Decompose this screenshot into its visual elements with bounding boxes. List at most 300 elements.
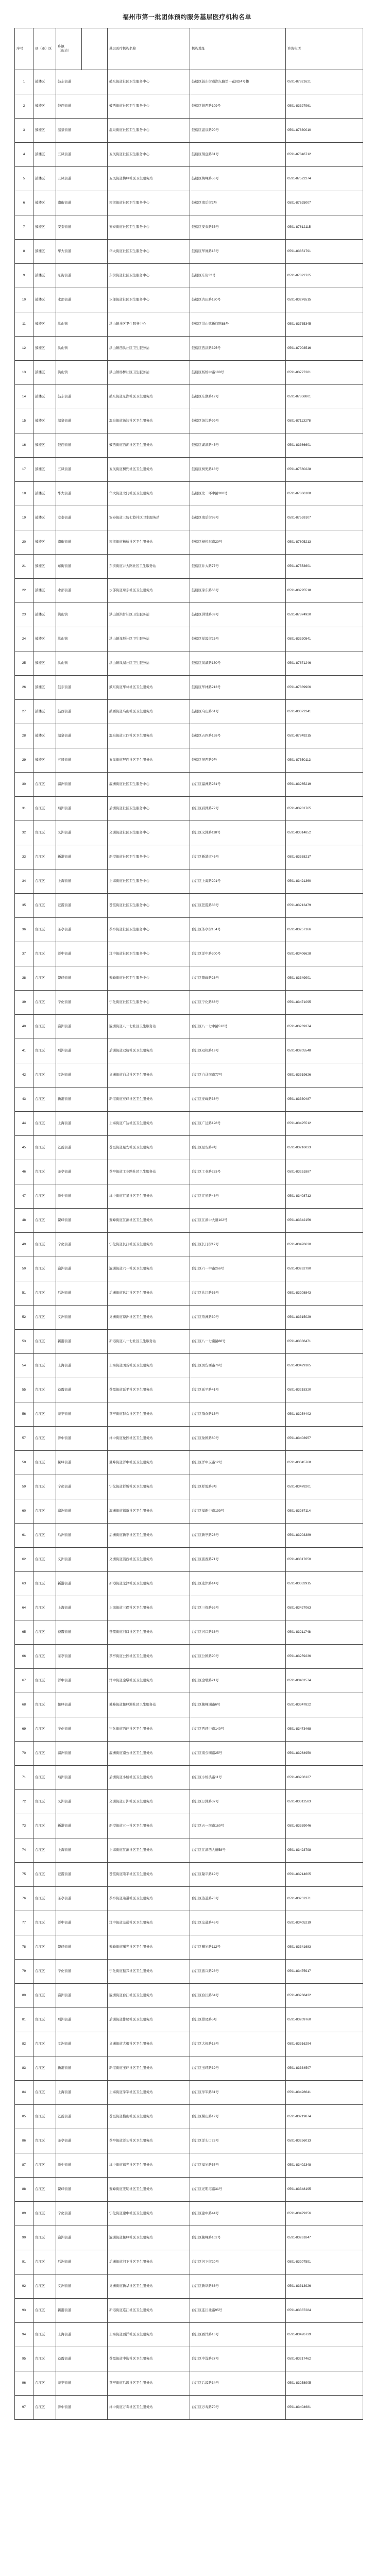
row-index: 19 <box>15 506 33 530</box>
address-cell: 台江区建中路44号 <box>190 2202 286 2226</box>
row-index: 48 <box>15 1209 33 1233</box>
facility-name-cell: 义洲街道新华社区卫生服务站 <box>108 2274 190 2299</box>
phone-cell: 0591-83429185 <box>286 1354 363 1378</box>
row-index: 64 <box>15 1596 33 1620</box>
phone-cell: 0591-87866108 <box>286 482 363 506</box>
facility-name-cell: 茶亭街道工业路社区卫生服务站 <box>108 1160 190 1184</box>
district-cell: 台江区 <box>33 1063 56 1088</box>
street-cell: 新港街道 <box>56 845 108 869</box>
address-cell: 鼓楼区北二环中路200号 <box>190 482 286 506</box>
table-row <box>15 1112 363 1136</box>
table-row <box>15 1136 363 1160</box>
phone-cell: 0591-83421360 <box>286 869 363 894</box>
facility-name-cell: 温泉街道五四社区卫生服务站 <box>108 724 190 748</box>
facility-name-cell: 鼓东街道社区卫生服务中心 <box>108 70 190 94</box>
phone-cell: 0591-83401574 <box>286 1669 363 1693</box>
row-index: 21 <box>15 555 33 579</box>
street-cell: 新港街道 <box>56 1088 108 1112</box>
street-cell: 鼓东街道 <box>56 70 108 94</box>
district-cell: 鼓楼区 <box>33 94 56 119</box>
table-row <box>15 748 363 773</box>
table-row <box>15 1063 363 1088</box>
facility-name-cell: 宁化街道祥坂社区卫生服务站 <box>108 1475 190 1499</box>
row-index: 16 <box>15 433 33 458</box>
facility-name-cell: 后洲街道达江社区卫生服务站 <box>108 1281 190 1306</box>
phone-cell: 0591-83349901 <box>286 966 363 991</box>
table-row <box>15 1620 363 1645</box>
district-cell: 台江区 <box>33 1645 56 1669</box>
address-cell: 鼓楼区祥坂街25号 <box>190 627 286 651</box>
address-cell: 台江区达江路55号 <box>190 1281 286 1306</box>
address-cell: 鼓楼区西洪路325号 <box>190 337 286 361</box>
district-cell: 台江区 <box>33 1814 56 1838</box>
table-row <box>15 773 363 797</box>
district-cell: 台江区 <box>33 1693 56 1717</box>
table-row <box>15 2347 363 2371</box>
row-index: 73 <box>15 1814 33 1838</box>
row-index: 62 <box>15 1548 33 1572</box>
row-index: 45 <box>15 1136 33 1160</box>
street-cell: 新港街道 <box>56 1814 108 1838</box>
phone-cell: 0591-83257166 <box>286 918 363 942</box>
phone-cell: 0591-87113278 <box>286 409 363 433</box>
phone-cell: 0591-87830010 <box>286 119 363 143</box>
phone-cell: 0591-83251887 <box>286 1160 363 1184</box>
column-header: 序号 <box>15 28 33 70</box>
phone-cell: 0591-83268432 <box>286 1984 363 2008</box>
row-index: 91 <box>15 2250 33 2274</box>
phone-cell: 0591-83213479 <box>286 894 363 918</box>
row-index: 2 <box>15 94 33 119</box>
phone-cell: 0591-83217462 <box>286 2347 363 2371</box>
phone-cell: 0591-83295518 <box>286 579 363 603</box>
row-index: 74 <box>15 1838 33 1863</box>
address-cell: 台江区学军路81号 <box>190 2081 286 2105</box>
address-cell: 台江区洋中路300号 <box>190 942 286 966</box>
street-cell: 洋中街道 <box>56 1669 108 1693</box>
phone-cell: 0591-87846712 <box>286 143 363 167</box>
facility-name-cell: 新港街道八一七社区卫生服务站 <box>108 1330 190 1354</box>
table-row <box>15 191 363 215</box>
row-index: 81 <box>15 2008 33 2032</box>
table-row <box>15 2105 363 2129</box>
address-cell: 台江区横山路12号 <box>190 2105 286 2129</box>
address-cell: 台江区浦西路71号 <box>190 1548 286 1572</box>
table-row <box>15 1281 363 1306</box>
district-cell: 台江区 <box>33 1184 56 1209</box>
address-cell: 台江区帮洲路30号 <box>190 1306 286 1330</box>
facility-name-cell: 洪山镇西洪社区卫生服务站 <box>108 337 190 361</box>
street-cell: 瀛洲街道 <box>56 1499 108 1524</box>
table-row <box>15 1693 363 1717</box>
row-index: 71 <box>15 1766 33 1790</box>
district-cell: 鼓楼区 <box>33 167 56 191</box>
table-row <box>15 1935 363 1960</box>
phone-cell: 0591-87559107 <box>286 506 363 530</box>
address-cell: 鼓楼区东街32号 <box>190 264 286 288</box>
street-cell: 宁化街道 <box>56 2202 108 2226</box>
row-index: 58 <box>15 1451 33 1475</box>
phone-cell: 0591-83218320 <box>286 1378 363 1402</box>
district-cell: 台江区 <box>33 1354 56 1378</box>
phone-cell: 0591-83252371 <box>286 1887 363 1911</box>
table-row <box>15 1814 363 1838</box>
district-cell: 鼓楼区 <box>33 240 56 264</box>
row-index: 65 <box>15 1620 33 1645</box>
facility-name-cell: 义洲街道帮洲社区卫生服务站 <box>108 1306 190 1330</box>
address-cell: 台江区新港道45号 <box>190 845 286 869</box>
row-index: 12 <box>15 337 33 361</box>
phone-cell: 0591-83475917 <box>286 1960 363 1984</box>
table-row <box>15 288 363 312</box>
table-row <box>15 966 363 991</box>
phone-cell: 0591-83405219 <box>286 1911 363 1935</box>
address-cell: 台江区新华路63号 <box>190 2274 286 2299</box>
facility-name-cell: 宁化街道西环社区卫生服务站 <box>108 1717 190 1742</box>
district-cell: 鼓楼区 <box>33 579 56 603</box>
column-header: 乡镇 （街道） <box>56 28 82 70</box>
phone-cell: 0591-83404681 <box>286 2396 363 2420</box>
row-index: 94 <box>15 2323 33 2347</box>
facility-name-cell: 新港街道玉环社区卫生服务站 <box>108 2056 190 2081</box>
address-cell: 台江区八一七南路88号 <box>190 1330 286 1354</box>
street-cell: 苍霞街道 <box>56 1620 108 1645</box>
row-index: 61 <box>15 1524 33 1548</box>
street-cell: 鳌峰街道 <box>56 1451 108 1475</box>
facility-name-cell: 东街街道井大路社区卫生服务站 <box>108 555 190 579</box>
row-index: 68 <box>15 1693 33 1717</box>
row-index: 7 <box>15 215 33 240</box>
row-index: 66 <box>15 1645 33 1669</box>
row-index: 22 <box>15 579 33 603</box>
street-cell: 新港街道 <box>56 2299 108 2323</box>
district-cell: 台江区 <box>33 942 56 966</box>
table-row <box>15 458 363 482</box>
row-index: 96 <box>15 2371 33 2396</box>
facility-name-cell: 茶亭街道群众社区卫生服务站 <box>108 1402 190 1427</box>
table-row <box>15 1184 363 1209</box>
district-cell: 台江区 <box>33 1960 56 1984</box>
address-cell: 台江区排尾路5号 <box>190 2008 286 2032</box>
street-cell: 上海街道 <box>56 869 108 894</box>
address-cell: 台江区鳌峰路23号 <box>190 966 286 991</box>
page-title: 福州市第一批团体预约服务基层医疗机构名单 <box>122 13 251 21</box>
row-index: 86 <box>15 2129 33 2153</box>
row-index: 17 <box>15 458 33 482</box>
street-cell: 瀛洲街道 <box>56 1257 108 1281</box>
district-cell: 台江区 <box>33 894 56 918</box>
facility-name-cell: 后洲街道河下社区卫生服务站 <box>108 2250 190 2274</box>
table-row <box>15 1354 363 1378</box>
address-cell: 台江区双杭路19号 <box>190 1039 286 1063</box>
district-cell: 台江区 <box>33 2178 56 2202</box>
facility-name-cell: 鼓西街道社区卫生服务中心 <box>108 94 190 119</box>
row-index: 23 <box>15 603 33 627</box>
street-cell: 义洲街道 <box>56 2274 108 2299</box>
address-cell: 台江区八一七中路512号 <box>190 1015 286 1039</box>
table-row <box>15 845 363 869</box>
table-row <box>15 2396 363 2420</box>
street-cell: 宁化街道 <box>56 1960 108 1984</box>
phone-cell: 0591-83206127 <box>286 1766 363 1790</box>
phone-cell: 0591-83342156 <box>286 1209 363 1233</box>
row-index: 38 <box>15 966 33 991</box>
table-row <box>15 894 363 918</box>
district-cell: 鼓楼区 <box>33 700 56 724</box>
facility-name-cell: 宁化街道振兴社区卫生服务站 <box>108 1960 190 1984</box>
district-cell: 鼓楼区 <box>33 409 56 433</box>
facility-name-cell: 上海街道江滨社区卫生服务站 <box>108 1838 190 1863</box>
address-cell: 台江区茶亭街154号 <box>190 918 286 942</box>
facility-name-cell: 苍霞街道横山社区卫生服务站 <box>108 2105 190 2129</box>
phone-cell: 0591-83427063 <box>286 1596 363 1620</box>
facility-name-cell: 苍霞街道河口社区卫生服务站 <box>108 1620 190 1645</box>
table-row <box>15 797 363 821</box>
table-row <box>15 337 363 361</box>
table-row <box>15 215 363 240</box>
street-cell: 东街街道 <box>56 555 108 579</box>
facility-name-cell: 上海街道西洋社区卫生服务站 <box>108 2323 190 2347</box>
facility-name-cell: 上海街道学军社区卫生服务站 <box>108 2081 190 2105</box>
row-index: 92 <box>15 2274 33 2299</box>
phone-cell: 0591-83403957 <box>286 1427 363 1451</box>
address-cell: 台江区祥坂路8号 <box>190 1475 286 1499</box>
phone-cell: 0591-83339046 <box>286 1814 363 1838</box>
facility-name-cell: 洋中街道交通社区卫生服务站 <box>108 1911 190 1935</box>
facility-name-cell: 水部街道琼东社区卫生服务站 <box>108 579 190 603</box>
district-cell: 台江区 <box>33 1257 56 1281</box>
phone-cell: 0591-83264950 <box>286 1742 363 1766</box>
street-cell: 茶亭街道 <box>56 2129 108 2153</box>
address-cell: 台江区达道路73号 <box>190 1887 286 1911</box>
street-cell: 洋中街道 <box>56 1427 108 1451</box>
row-index: 10 <box>15 288 33 312</box>
table-row <box>15 1499 363 1524</box>
phone-cell: 0591-83315029 <box>286 1306 363 1330</box>
facility-name-cell: 洪山镇杨桥社区卫生服务站 <box>108 361 190 385</box>
address-cell: 鼓楼区五四路158号 <box>190 724 286 748</box>
address-cell: 台江区三保路52号 <box>190 1596 286 1620</box>
street-cell: 五凤街道 <box>56 748 108 773</box>
facility-name-cell: 鼓西街道乌山社区卫生服务站 <box>108 700 190 724</box>
street-cell: 新港街道 <box>56 1330 108 1354</box>
table-row <box>15 1863 363 1887</box>
row-index: 52 <box>15 1306 33 1330</box>
district-cell: 台江区 <box>33 1911 56 1935</box>
facility-name-cell: 苍霞街道延平社区卫生服务站 <box>108 1378 190 1402</box>
district-cell: 台江区 <box>33 1499 56 1524</box>
district-cell: 台江区 <box>33 1838 56 1863</box>
phone-cell: 0591-83479356 <box>286 2202 363 2226</box>
table-row <box>15 1451 363 1475</box>
facility-name-cell: 新港街道龙津社区卫生服务站 <box>108 1572 190 1596</box>
district-cell: 台江区 <box>33 2274 56 2299</box>
address-cell: 鼓楼区铜盘路81号 <box>190 143 286 167</box>
table-row <box>15 2226 363 2250</box>
facility-name-cell: 苍霞街道星安社区卫生服务站 <box>108 1136 190 1160</box>
street-cell: 苍霞街道 <box>56 1863 108 1887</box>
row-index: 15 <box>15 409 33 433</box>
facility-name-cell: 义洲街道大根社区卫生服务站 <box>108 2032 190 2056</box>
district-cell: 台江区 <box>33 1402 56 1427</box>
row-index: 13 <box>15 361 33 385</box>
street-cell: 苍霞街道 <box>56 1378 108 1402</box>
address-cell: 台江区上海路201号 <box>190 869 286 894</box>
street-cell: 洪山镇 <box>56 312 108 337</box>
address-cell: 台江区红星路48号 <box>190 1184 286 1209</box>
street-cell: 鳌峰街道 <box>56 1209 108 1233</box>
address-cell: 台江区台江路64号 <box>190 1984 286 2008</box>
row-index: 37 <box>15 942 33 966</box>
address-cell: 台江区星安路9号 <box>190 1136 286 1160</box>
address-cell: 台江区南公园路25号 <box>190 1742 286 1766</box>
address-cell: 鼓楼区洪甘路39号 <box>190 603 286 627</box>
street-cell: 鼓东街道 <box>56 385 108 409</box>
address-cell: 鼓楼区南后街2号 <box>190 191 286 215</box>
address-cell: 台江区万寿路70号 <box>190 2396 286 2420</box>
row-index: 4 <box>15 143 33 167</box>
table-row <box>15 1742 363 1766</box>
phone-cell: 0591-87821621 <box>286 70 363 94</box>
row-index: 29 <box>15 748 33 773</box>
address-cell: 台江区五一南路160号 <box>190 1814 286 1838</box>
district-cell: 台江区 <box>33 2396 56 2420</box>
phone-cell: 0591-87858801 <box>286 385 363 409</box>
phone-cell: 0591-83317650 <box>286 1548 363 1572</box>
facility-name-cell: 五凤街道梅峰社区卫生服务站 <box>108 167 190 191</box>
address-cell: 台江区群众路15号 <box>190 1402 286 1427</box>
row-index: 36 <box>15 918 33 942</box>
address-cell: 台江区隆平路19号 <box>190 1863 286 1887</box>
facility-name-cell: 东街街道社区卫生服务中心 <box>108 264 190 288</box>
table-row <box>15 2081 363 2105</box>
phone-cell: 0591-83338217 <box>286 845 363 869</box>
facility-name-cell: 后洲街道双杭社区卫生服务站 <box>108 1039 190 1063</box>
phone-cell: 0591-87553601 <box>286 555 363 579</box>
address-cell: 台江区广达路128号 <box>190 1112 286 1136</box>
district-cell: 台江区 <box>33 2299 56 2323</box>
row-index: 32 <box>15 821 33 845</box>
row-index: 34 <box>15 869 33 894</box>
phone-cell: 0591-83336471 <box>286 1330 363 1354</box>
table-row <box>15 409 363 433</box>
phone-cell: 0591-87839906 <box>286 676 363 700</box>
table-row <box>15 1233 363 1257</box>
phone-cell: 0591-83316294 <box>286 2032 363 2056</box>
table-row <box>15 2008 363 2032</box>
address-cell: 台江区公园路90号 <box>190 1645 286 1669</box>
street-cell: 洋中街道 <box>56 2153 108 2178</box>
table-row <box>15 1015 363 1039</box>
street-cell: 洪山镇 <box>56 627 108 651</box>
facility-name-cell: 水部街道社区卫生服务中心 <box>108 288 190 312</box>
street-cell: 鳌峰街道 <box>56 1693 108 1717</box>
facility-name-cell: 茶亭街道达道社区卫生服务站 <box>108 1887 190 1911</box>
row-index: 79 <box>15 1960 33 1984</box>
table-row <box>15 724 363 748</box>
facility-name-cell: 上海街道三保社区卫生服务站 <box>108 1596 190 1620</box>
phone-cell: 0591-83265219 <box>286 773 363 797</box>
phone-cell: 0591-83214605 <box>286 1863 363 1887</box>
facility-name-cell: 五凤街道树兜社区卫生服务站 <box>108 458 190 482</box>
facility-name-cell: 五凤街道屏西社区卫生服务站 <box>108 748 190 773</box>
address-cell: 台江区延平路41号 <box>190 1378 286 1402</box>
row-index: 56 <box>15 1402 33 1427</box>
address-cell: 台江区后坂路34号 <box>190 2371 286 2396</box>
street-cell: 温泉街道 <box>56 119 108 143</box>
address-cell: 台江区义洲路118号 <box>190 821 286 845</box>
phone-cell: 0591-87612115 <box>286 215 363 240</box>
phone-cell: 0591-83211748 <box>286 1620 363 1645</box>
district-cell: 台江区 <box>33 2056 56 2081</box>
row-index: 39 <box>15 991 33 1015</box>
street-cell: 义洲街道 <box>56 2032 108 2056</box>
table-row <box>15 1257 363 1281</box>
district-cell: 台江区 <box>33 1669 56 1693</box>
address-cell: 鼓楼区屏西路9号 <box>190 748 286 773</box>
facility-name-cell: 后洲街道小桥社区卫生服务站 <box>108 1766 190 1790</box>
street-cell: 五凤街道 <box>56 458 108 482</box>
district-cell: 鼓楼区 <box>33 288 56 312</box>
row-index: 90 <box>15 2226 33 2250</box>
table-row <box>15 2250 363 2274</box>
facility-name-cell: 鳌峰街道洋中社区卫生服务站 <box>108 1451 190 1475</box>
district-cell: 台江区 <box>33 1039 56 1063</box>
phone-cell: 0591-83473468 <box>286 1717 363 1742</box>
address-cell: 鼓楼区湖滨路45号 <box>190 433 286 458</box>
address-cell: 台江区宁化路66号 <box>190 991 286 1015</box>
phone-cell: 0591-83262790 <box>286 1257 363 1281</box>
facility-name-cell: 安泰街道三坊七巷社区卫生服务站 <box>108 506 190 530</box>
district-cell: 台江区 <box>33 2250 56 2274</box>
address-cell: 台江区交通路46号 <box>190 1911 286 1935</box>
district-cell: 鼓楼区 <box>33 191 56 215</box>
street-cell: 洪山镇 <box>56 361 108 385</box>
district-cell: 鼓楼区 <box>33 119 56 143</box>
facility-name-cell: 后洲街道社区卫生服务中心 <box>108 797 190 821</box>
phone-cell: 0591-87822725 <box>286 264 363 288</box>
address-cell: 鼓楼区鼓东街道湖东路第一花园24号楼 <box>190 70 286 94</box>
phone-cell: 0591-83256013 <box>286 2129 363 2153</box>
address-cell: 鼓楼区乌山路61号 <box>190 700 286 724</box>
district-cell: 台江区 <box>33 869 56 894</box>
district-cell: 鼓楼区 <box>33 312 56 337</box>
row-index: 82 <box>15 2032 33 2056</box>
address-cell: 鼓楼区华屏路15号 <box>190 240 286 264</box>
table-row <box>15 2274 363 2299</box>
district-cell: 台江区 <box>33 2105 56 2129</box>
address-cell: 台江区长汀街17号 <box>190 1233 286 1257</box>
address-cell: 鼓楼区琼东路66号 <box>190 579 286 603</box>
row-index: 31 <box>15 797 33 821</box>
address-cell: 台江区洋中支路12号 <box>190 1451 286 1475</box>
table-row <box>15 1790 363 1814</box>
facility-name-cell: 洋中街道社区卫生服务中心 <box>108 942 190 966</box>
row-index: 46 <box>15 1160 33 1184</box>
street-cell: 瀛洲街道 <box>56 1742 108 1766</box>
district-cell: 台江区 <box>33 918 56 942</box>
district-cell: 台江区 <box>33 1427 56 1451</box>
address-cell: 台江区国货西路76号 <box>190 1354 286 1378</box>
district-cell: 鼓楼区 <box>33 143 56 167</box>
table-row <box>15 651 363 676</box>
facility-name-cell: 鼓西街道西湖社区卫生服务站 <box>108 433 190 458</box>
address-cell: 台江区福光路57号 <box>190 2153 286 2178</box>
column-header: 咨询电话 <box>286 28 363 70</box>
table-row <box>15 143 363 167</box>
street-cell: 茶亭街道 <box>56 1160 108 1184</box>
street-cell: 上海街道 <box>56 1354 108 1378</box>
